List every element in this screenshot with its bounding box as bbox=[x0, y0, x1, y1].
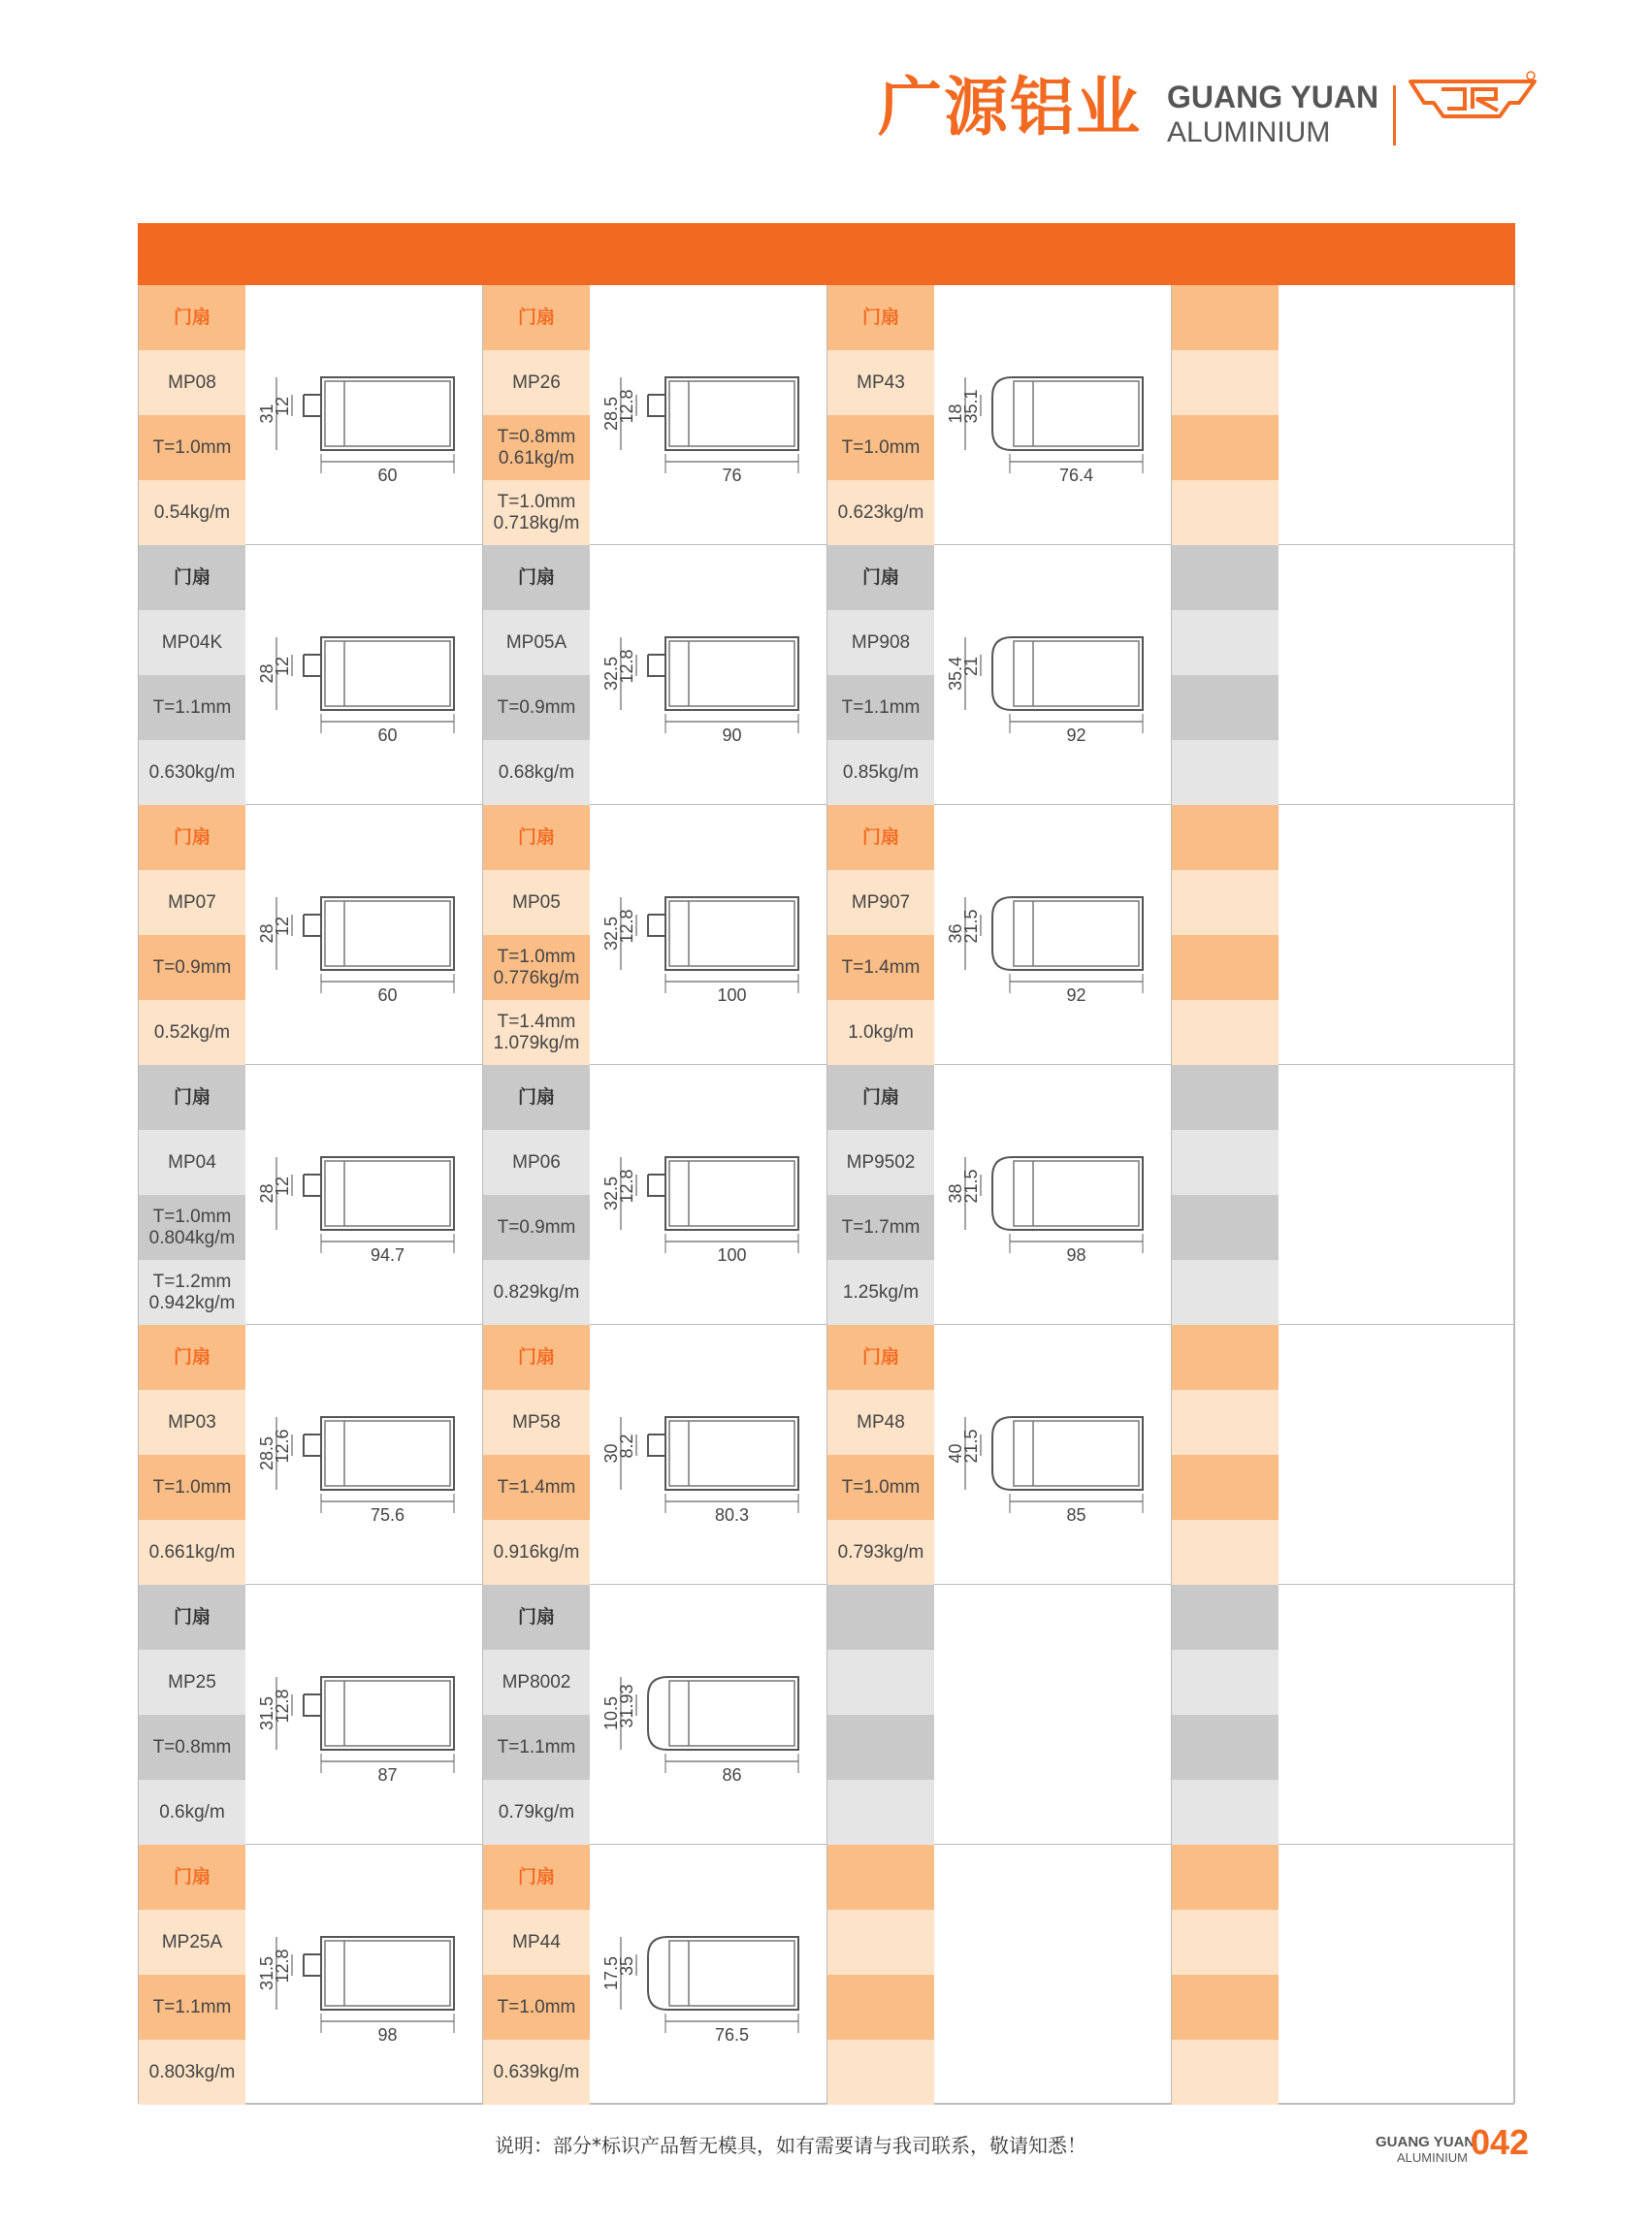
height-value: 28 bbox=[257, 663, 276, 684]
sub-height-value: 21.5 bbox=[961, 909, 981, 944]
page-header bbox=[0, 0, 1652, 175]
product-card-mp25 bbox=[139, 1585, 483, 1845]
profile-outline bbox=[992, 1157, 1143, 1230]
product-type: 门扇 bbox=[483, 285, 590, 350]
profile-outline bbox=[992, 897, 1143, 970]
product-model: MP58 bbox=[483, 1390, 590, 1455]
product-spec bbox=[1172, 415, 1279, 480]
brand-logo-icon bbox=[1409, 70, 1537, 138]
profile-drawing bbox=[590, 805, 826, 1063]
product-type bbox=[827, 1585, 934, 1650]
product-type: 门扇 bbox=[483, 805, 590, 870]
product-spec: T=1.7mm bbox=[827, 1195, 934, 1260]
product-spec bbox=[1172, 1195, 1279, 1260]
product-spec: T=1.0mm 0.776kg/m bbox=[483, 935, 590, 1000]
product-type: 门扇 bbox=[139, 1065, 245, 1130]
sub-height-value: 12.8 bbox=[617, 649, 636, 684]
width-value: 86 bbox=[722, 1765, 742, 1785]
brand-name-english-sub: ALUMINIUM bbox=[1167, 116, 1331, 148]
height-value: 32.5 bbox=[601, 916, 621, 951]
profile-outline bbox=[304, 1937, 454, 2010]
product-weight: 0.639kg/m bbox=[483, 2040, 590, 2105]
product-type bbox=[1172, 1325, 1279, 1390]
product-spec: T=1.0mm bbox=[139, 1455, 245, 1520]
sub-height-value: 35.1 bbox=[961, 389, 981, 424]
sub-height-value: 12 bbox=[273, 1176, 292, 1197]
height-value: 31 bbox=[257, 403, 276, 424]
sub-height-value: 12 bbox=[273, 396, 292, 417]
width-value: 80.3 bbox=[714, 1505, 750, 1525]
height-value: 38 bbox=[946, 1183, 965, 1204]
brand-name-english: GUANG YUAN bbox=[1167, 80, 1379, 114]
profile-drawing bbox=[590, 1585, 826, 1843]
product-model: MP908 bbox=[827, 610, 934, 675]
profile-drawing bbox=[590, 1845, 826, 2103]
width-value: 60 bbox=[377, 466, 398, 485]
product-type: 门扇 bbox=[827, 285, 934, 350]
product-card-empty bbox=[827, 1585, 1172, 1845]
product-card-mp907 bbox=[827, 805, 1172, 1065]
product-weight: 0.916kg/m bbox=[483, 1520, 590, 1585]
profile-outline bbox=[304, 1417, 454, 1490]
profile-drawing bbox=[245, 805, 482, 1063]
product-model bbox=[1172, 350, 1279, 415]
product-card-mp04k bbox=[139, 545, 483, 805]
product-weight bbox=[1172, 1000, 1279, 1065]
product-type: 门扇 bbox=[827, 1065, 934, 1130]
profile-drawing bbox=[590, 1325, 826, 1583]
product-weight: 1.0kg/m bbox=[827, 1000, 934, 1065]
product-model: MP06 bbox=[483, 1130, 590, 1195]
product-spec: T=0.9mm bbox=[483, 1195, 590, 1260]
product-type: 门扇 bbox=[827, 545, 934, 610]
product-card-mp908 bbox=[827, 545, 1172, 805]
sub-height-value: 12.8 bbox=[273, 1689, 292, 1724]
sub-height-value: 31.93 bbox=[617, 1684, 636, 1728]
height-value: 10.5 bbox=[601, 1695, 621, 1731]
profile-outline bbox=[648, 897, 798, 970]
profile-outline bbox=[648, 637, 798, 710]
product-spec: T=1.1mm bbox=[483, 1715, 590, 1780]
product-card-mp05a bbox=[483, 545, 827, 805]
product-card-mp58 bbox=[483, 1325, 827, 1585]
height-value: 30 bbox=[601, 1443, 621, 1464]
product-grid bbox=[138, 285, 1515, 2104]
product-weight: 0.630kg/m bbox=[139, 740, 245, 805]
width-value: 100 bbox=[717, 985, 747, 1005]
profile-outline bbox=[304, 637, 454, 710]
product-model bbox=[1172, 1390, 1279, 1455]
width-value: 100 bbox=[717, 1245, 747, 1265]
product-weight: 1.25kg/m bbox=[827, 1260, 934, 1325]
product-model bbox=[1172, 870, 1279, 935]
height-value: 18 bbox=[946, 403, 965, 424]
sub-height-value: 12.6 bbox=[273, 1429, 292, 1464]
product-card-mp8002 bbox=[483, 1585, 827, 1845]
sub-height-value: 8.2 bbox=[617, 1434, 636, 1459]
product-type bbox=[827, 1845, 934, 1910]
product-type: 门扇 bbox=[139, 285, 245, 350]
product-weight bbox=[1172, 1780, 1279, 1845]
footer-note: 说明：部分*标识产品暂无模具，如有需要请与我司联系，敬请知悉！ bbox=[495, 2134, 1086, 2157]
height-value: 28 bbox=[257, 923, 276, 944]
product-type: 门扇 bbox=[483, 1585, 590, 1650]
product-model bbox=[1172, 1130, 1279, 1195]
product-spec bbox=[1172, 1715, 1279, 1780]
product-card-mp25a bbox=[139, 1845, 483, 2105]
profile-drawing bbox=[590, 545, 826, 803]
height-value: 17.5 bbox=[601, 1955, 621, 1991]
profile-drawing bbox=[245, 1325, 482, 1583]
profile-outline bbox=[304, 1157, 454, 1230]
product-model: MP26 bbox=[483, 350, 590, 415]
sub-height-value: 12.8 bbox=[617, 1169, 636, 1204]
height-value: 28.5 bbox=[601, 396, 621, 432]
product-type: 门扇 bbox=[139, 1325, 245, 1390]
width-value: 85 bbox=[1066, 1505, 1086, 1525]
product-weight: 0.68kg/m bbox=[483, 740, 590, 805]
product-model: MP05A bbox=[483, 610, 590, 675]
product-model: MP25 bbox=[139, 1650, 245, 1715]
footer-brand-name: GUANG YUAN bbox=[1376, 2134, 1475, 2150]
product-type bbox=[1172, 545, 1279, 610]
width-value: 76.5 bbox=[714, 2025, 750, 2045]
product-weight bbox=[1172, 1260, 1279, 1325]
product-type: 门扇 bbox=[483, 1845, 590, 1910]
width-value: 92 bbox=[1066, 985, 1086, 1005]
width-value: 60 bbox=[377, 726, 398, 745]
product-type: 门扇 bbox=[483, 545, 590, 610]
product-card-mp9502 bbox=[827, 1065, 1172, 1325]
product-spec bbox=[1172, 1455, 1279, 1520]
product-spec: T=1.0mm 0.804kg/m bbox=[139, 1195, 245, 1260]
product-weight: 0.793kg/m bbox=[827, 1520, 934, 1585]
profile-drawing bbox=[245, 1845, 482, 2103]
height-value: 28 bbox=[257, 1183, 276, 1204]
product-model bbox=[1172, 1910, 1279, 1975]
product-weight: 0.85kg/m bbox=[827, 740, 934, 805]
product-spec: T=1.0mm bbox=[483, 1975, 590, 2040]
product-card-empty bbox=[1172, 805, 1514, 1065]
product-model: MP04K bbox=[139, 610, 245, 675]
profile-drawing bbox=[590, 285, 826, 543]
product-model: MP08 bbox=[139, 350, 245, 415]
product-card-mp05 bbox=[483, 805, 827, 1065]
brand-name-chinese: 广源铝业 bbox=[878, 70, 1142, 145]
product-type: 门扇 bbox=[483, 1325, 590, 1390]
product-weight bbox=[1172, 1520, 1279, 1585]
width-value: 94.7 bbox=[370, 1245, 405, 1265]
product-type: 门扇 bbox=[483, 1065, 590, 1130]
width-value: 60 bbox=[377, 985, 398, 1005]
width-value: 87 bbox=[377, 1765, 398, 1785]
height-value: 31.5 bbox=[257, 1955, 276, 1991]
profile-outline bbox=[648, 1677, 798, 1750]
product-weight bbox=[1172, 480, 1279, 545]
height-value: 31.5 bbox=[257, 1695, 276, 1731]
product-card-empty bbox=[1172, 1585, 1514, 1845]
product-model: MP48 bbox=[827, 1390, 934, 1455]
product-weight: 0.829kg/m bbox=[483, 1260, 590, 1325]
product-type: 门扇 bbox=[139, 1845, 245, 1910]
sub-height-value: 12.8 bbox=[617, 909, 636, 944]
width-value: 98 bbox=[1066, 1245, 1086, 1265]
product-spec bbox=[1172, 675, 1279, 740]
product-model: MP907 bbox=[827, 870, 934, 935]
product-weight: 0.803kg/m bbox=[139, 2040, 245, 2105]
sub-height-value: 21.5 bbox=[961, 1429, 981, 1464]
product-weight bbox=[827, 1780, 934, 1845]
height-value: 36 bbox=[946, 923, 965, 944]
product-weight: 0.52kg/m bbox=[139, 1000, 245, 1065]
height-value: 32.5 bbox=[601, 1176, 621, 1211]
profile-drawing bbox=[590, 1065, 826, 1323]
product-spec: T=1.0mm bbox=[139, 415, 245, 480]
product-card-mp44 bbox=[483, 1845, 827, 2105]
profile-outline bbox=[304, 897, 454, 970]
product-spec: T=1.1mm bbox=[827, 675, 934, 740]
product-spec: T=0.9mm bbox=[139, 935, 245, 1000]
product-card-mp26 bbox=[483, 285, 827, 545]
width-value: 90 bbox=[722, 726, 742, 745]
product-type: 门扇 bbox=[139, 805, 245, 870]
product-spec bbox=[1172, 935, 1279, 1000]
product-spec bbox=[1172, 1975, 1279, 2040]
product-model: MP03 bbox=[139, 1390, 245, 1455]
sub-height-value: 12 bbox=[273, 656, 292, 677]
height-value: 32.5 bbox=[601, 656, 621, 692]
product-type bbox=[1172, 1585, 1279, 1650]
profile-drawing bbox=[245, 1065, 482, 1323]
profile-outline bbox=[992, 377, 1143, 450]
product-weight bbox=[827, 2040, 934, 2105]
profile-drawing bbox=[245, 545, 482, 803]
profile-drawing bbox=[245, 1585, 482, 1843]
product-model: MP07 bbox=[139, 870, 245, 935]
product-weight: 0.623kg/m bbox=[827, 480, 934, 545]
product-spec: T=0.8mm 0.61kg/m bbox=[483, 415, 590, 480]
profile-outline bbox=[992, 1417, 1143, 1490]
height-value: 40 bbox=[946, 1443, 965, 1464]
product-card-mp07 bbox=[139, 805, 483, 1065]
profile-outline bbox=[648, 377, 798, 450]
profile-drawing bbox=[934, 1065, 1171, 1323]
height-value: 35.4 bbox=[946, 656, 965, 692]
sub-height-value: 35 bbox=[617, 1955, 636, 1977]
product-card-mp06 bbox=[483, 1065, 827, 1325]
width-value: 76.4 bbox=[1058, 466, 1094, 485]
product-type bbox=[1172, 1845, 1279, 1910]
product-spec: T=1.4mm bbox=[483, 1455, 590, 1520]
footer-brand-sub: ALUMINIUM bbox=[1397, 2150, 1468, 2165]
category-banner bbox=[138, 223, 1515, 285]
profile-outline bbox=[648, 1417, 798, 1490]
product-type: 门扇 bbox=[139, 545, 245, 610]
product-model: MP25A bbox=[139, 1910, 245, 1975]
product-model: MP9502 bbox=[827, 1130, 934, 1195]
product-spec: T=1.4mm bbox=[827, 935, 934, 1000]
width-value: 92 bbox=[1066, 726, 1086, 745]
product-model: MP05 bbox=[483, 870, 590, 935]
product-type: 门扇 bbox=[139, 1585, 245, 1650]
width-value: 98 bbox=[377, 2025, 398, 2045]
product-model: MP8002 bbox=[483, 1650, 590, 1715]
product-card-empty bbox=[1172, 1325, 1514, 1585]
product-card-mp43 bbox=[827, 285, 1172, 545]
product-model: MP44 bbox=[483, 1910, 590, 1975]
product-model bbox=[827, 1910, 934, 1975]
product-card-empty bbox=[827, 1845, 1172, 2105]
product-card-empty bbox=[1172, 545, 1514, 805]
product-model: MP04 bbox=[139, 1130, 245, 1195]
profile-drawing bbox=[934, 805, 1171, 1063]
product-type: 门扇 bbox=[827, 805, 934, 870]
height-value: 28.5 bbox=[257, 1435, 276, 1471]
product-type bbox=[1172, 285, 1279, 350]
product-spec: T=1.0mm bbox=[827, 1455, 934, 1520]
product-spec bbox=[827, 1715, 934, 1780]
sub-height-value: 12.8 bbox=[617, 389, 636, 424]
profile-drawing bbox=[245, 285, 482, 543]
profile-outline bbox=[648, 1157, 798, 1230]
product-weight: T=1.4mm 1.079kg/m bbox=[483, 1000, 590, 1065]
profile-outline bbox=[304, 1677, 454, 1750]
product-type bbox=[1172, 805, 1279, 870]
product-weight: T=1.0mm 0.718kg/m bbox=[483, 480, 590, 545]
product-type: 门扇 bbox=[827, 1325, 934, 1390]
width-value: 76 bbox=[722, 466, 742, 485]
sub-height-value: 21.5 bbox=[961, 1169, 981, 1204]
product-weight: 0.661kg/m bbox=[139, 1520, 245, 1585]
product-spec: T=0.9mm bbox=[483, 675, 590, 740]
product-weight: 0.54kg/m bbox=[139, 480, 245, 545]
product-spec: T=0.8mm bbox=[139, 1715, 245, 1780]
product-weight: 0.79kg/m bbox=[483, 1780, 590, 1845]
sub-height-value: 12.8 bbox=[273, 1949, 292, 1983]
product-spec bbox=[827, 1975, 934, 2040]
profile-outline bbox=[648, 1937, 798, 2010]
profile-outline bbox=[304, 377, 454, 450]
product-weight: T=1.2mm 0.942kg/m bbox=[139, 1260, 245, 1325]
product-card-empty bbox=[1172, 1845, 1514, 2105]
profile-drawing bbox=[934, 285, 1171, 543]
product-spec: T=1.1mm bbox=[139, 675, 245, 740]
product-model bbox=[1172, 610, 1279, 675]
product-type bbox=[1172, 1065, 1279, 1130]
product-spec: T=1.1mm bbox=[139, 1975, 245, 2040]
product-spec: T=1.0mm bbox=[827, 415, 934, 480]
product-card-mp08 bbox=[139, 285, 483, 545]
product-card-mp04 bbox=[139, 1065, 483, 1325]
profile-drawing bbox=[934, 545, 1171, 803]
product-weight bbox=[1172, 740, 1279, 805]
product-weight: 0.6kg/m bbox=[139, 1780, 245, 1845]
profile-outline bbox=[992, 637, 1143, 710]
product-card-mp03 bbox=[139, 1325, 483, 1585]
product-weight bbox=[1172, 2040, 1279, 2105]
sub-height-value: 12 bbox=[273, 916, 292, 937]
page-number: 042 bbox=[1471, 2122, 1530, 2162]
sub-height-value: 21 bbox=[961, 656, 981, 677]
product-model: MP43 bbox=[827, 350, 934, 415]
product-model bbox=[1172, 1650, 1279, 1715]
width-value: 75.6 bbox=[370, 1505, 405, 1525]
profile-drawing bbox=[934, 1325, 1171, 1583]
brand-divider bbox=[1393, 85, 1396, 145]
product-card-mp48 bbox=[827, 1325, 1172, 1585]
product-card-empty bbox=[1172, 285, 1514, 545]
product-card-empty bbox=[1172, 1065, 1514, 1325]
product-model bbox=[827, 1650, 934, 1715]
